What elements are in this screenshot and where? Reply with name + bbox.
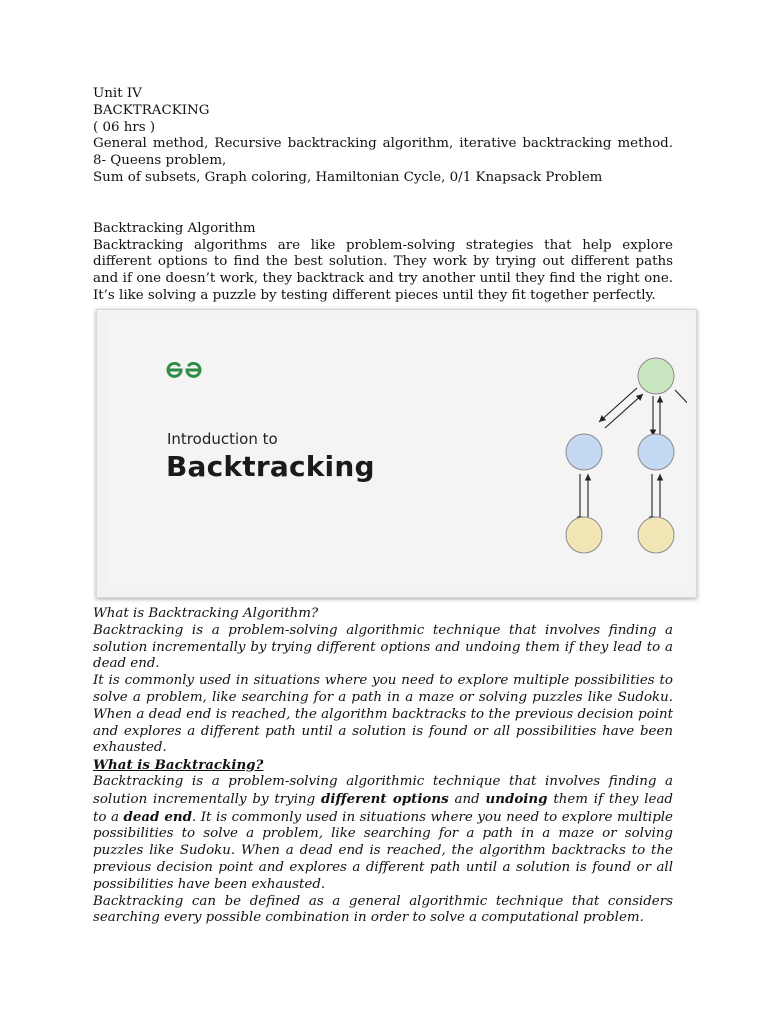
emphasis-dead-end: dead end	[123, 808, 192, 825]
gfg-logo-icon	[165, 362, 203, 378]
topics-line-2: Sum of subsets, Graph coloring, Hamiltonian Cycle, 0/1 Knapsack Problem	[93, 169, 603, 185]
tree-node-root	[638, 358, 674, 394]
figure-subtitle: Introduction to	[167, 430, 278, 448]
emphasis-different-options: different options	[321, 790, 449, 807]
document-header	[93, 86, 673, 305]
section2-text-b: and	[448, 791, 486, 807]
unit-label: Unit IV	[93, 86, 142, 101]
section1-question: What is Backtracking Algorithm?	[93, 606, 319, 621]
tree-leaf-middle	[638, 517, 674, 553]
tree-node-left	[566, 434, 602, 470]
emphasis-undoing: undoing	[485, 790, 548, 807]
section2-text-d: . It is commonly used in situations where you need to explore multiple possibilities to solve a problem, like searching for a path in a maze or solving puzzles like Sudoku. When a dead end is reached, the algorithm backtracks to the previous decision point and explores a different path until a solution is found or all possibilities have been exhausted.	[93, 809, 673, 892]
section-what-is-algorithm	[93, 606, 673, 927]
intro-body: Backtracking algorithms are like problem-solving strategies that help explore different options to find the best solution. They work by trying out different paths and if one doesn’t work, they backtrack and try another until they find the right one. It’s like solving a puzzle by testing different pieces until they fit together perfectly.	[93, 237, 673, 303]
topics-line-1: General method, Recursive backtracking algorithm, iterative backtracking method. 8- Queens problem,	[93, 136, 673, 169]
unit-hours: ( 06 hrs )	[93, 119, 156, 135]
intro-heading: Backtracking Algorithm	[93, 220, 256, 236]
section2-definition: Backtracking can be defined as a general algorithmic technique that considers searching every possible combination in order to solve a computational problem.	[93, 893, 673, 926]
edge-root-right-down	[675, 390, 687, 436]
figure-title: Backtracking	[166, 450, 375, 483]
section2-heading: What is Backtracking?	[93, 757, 264, 774]
section1-para2: It is commonly used in situations where you need to explore multiple possibilities to solve a problem, like searching for a path in a maze or solving puzzles like Sudoku. When a dead end is reached, the algorithm backtracks to the previous decision point and explores a different path until a solution is found or all possibilities have been exhausted.	[93, 673, 673, 756]
unit-title: BACKTRACKING	[93, 102, 210, 118]
section1-para1: Backtracking is a problem-solving algorithmic technique that involves finding a solution incrementally by trying different options and undoing them if they lead to a dead end.	[93, 622, 673, 672]
intro-figure	[96, 309, 697, 598]
section2-para	[93, 774, 673, 894]
section2-text-a: Backtracking is a problem-solving algorithmic technique that involves finding a solution incrementally by trying	[93, 773, 673, 807]
figure-canvas	[107, 318, 688, 591]
tree-leaf-left	[566, 517, 602, 553]
tree-node-middle	[638, 434, 674, 470]
section2-text-c: them if they lead to a	[93, 791, 673, 825]
tree-diagram	[467, 338, 687, 568]
